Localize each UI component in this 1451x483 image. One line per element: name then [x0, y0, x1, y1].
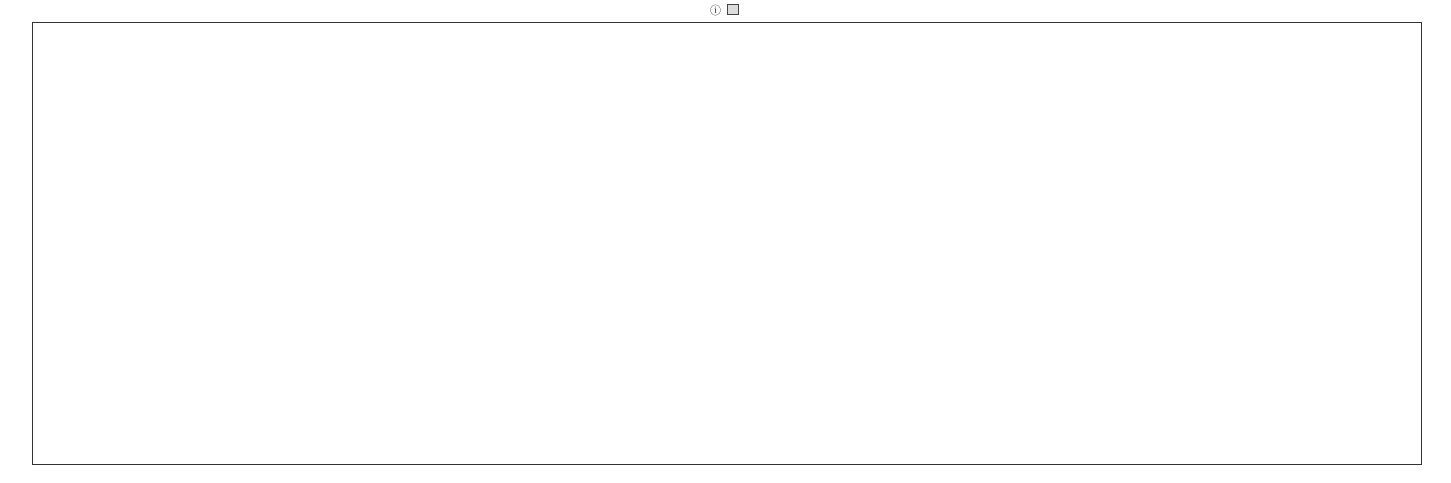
info-icon[interactable]: ⓘ	[710, 5, 721, 17]
mail-icon[interactable]	[727, 4, 739, 15]
pedigree-title	[0, 2, 1451, 20]
pedigree-table	[32, 22, 1422, 465]
